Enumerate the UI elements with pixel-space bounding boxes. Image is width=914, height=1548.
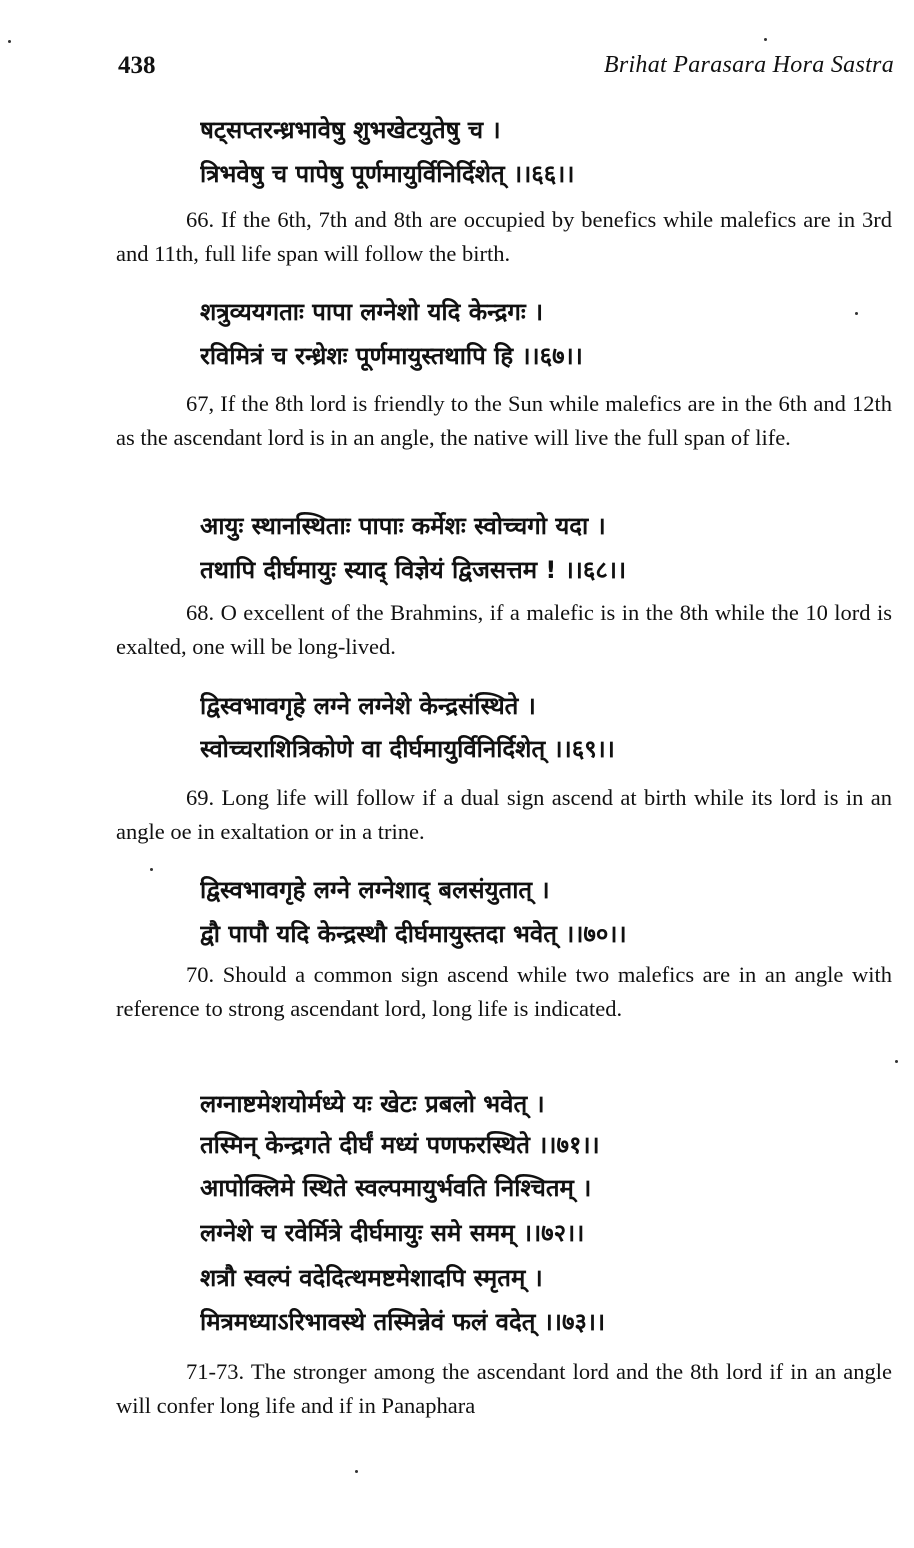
running-title: Brihat Parasara Hora Sastra xyxy=(603,52,894,78)
verse-line: त्रिभवेषु च पापेषु पूर्णमायुर्विनिर्दिशेत् ।।६६।। xyxy=(200,160,575,188)
verse-number: 67, xyxy=(186,391,215,416)
verse-line: लग्नाष्टमेशयोर्मध्ये यः खेटः प्रबलो भवेत् । xyxy=(200,1090,545,1118)
page-number: 438 xyxy=(118,52,156,79)
verse-line: लग्नेशे च रवेर्मित्रे दीर्घमायुः समे समम् ।।७२।। xyxy=(200,1219,585,1247)
scan-speck xyxy=(355,1470,358,1473)
scan-speck xyxy=(764,38,767,41)
verse-line: आयुः स्थानस्थिताः पापाः कर्मेशः स्वोच्चगो यदा । xyxy=(200,512,606,540)
translation-text: The stronger among the ascendant lord and the 8th lord if in an angle will confer long life and if in Panaphara xyxy=(116,1359,892,1418)
verse-line: मित्रमध्याऽरिभावस्थे तस्मिन्नेवं फलं वदेत् ।।७३।। xyxy=(200,1308,606,1336)
verse-number: 70. xyxy=(186,962,215,987)
verse-number: 66. xyxy=(186,207,215,232)
verse-line: द्विस्वभावगृहे लग्ने लग्नेशाद् बलसंयुतात् । xyxy=(200,876,550,904)
verse-line: द्विस्वभावगृहे लग्ने लग्नेशे केन्द्रसंस्थिते । xyxy=(200,692,536,720)
verse-line: स्वोच्चराशित्रिकोणे वा दीर्घमायुर्विनिर्दिशेत् ।।६९।। xyxy=(200,735,615,763)
verse-line: शत्रुव्ययगताः पापा लग्नेशो यदि केन्द्रगः । xyxy=(200,298,544,326)
verse-line: आपोक्लिमे स्थिते स्वल्पमायुर्भवति निश्चितम् । xyxy=(200,1174,592,1202)
verse-number: 68. xyxy=(186,600,215,625)
translation-text: If the 8th lord is friendly to the Sun while malefics are in the 6th and 12th as the ascendant lord is in an angle, the native will live the full span of life. xyxy=(116,391,892,450)
verse-line: रविमित्रं च रन्ध्रेशः पूर्णमायुस्तथापि हि ।।६७।। xyxy=(200,342,583,370)
translation-paragraph xyxy=(116,781,892,849)
translation-paragraph xyxy=(116,203,892,271)
verse-line: शत्रौ स्वल्पं वदेदित्थमष्टमेशादपि स्मृतम् । xyxy=(200,1264,543,1292)
translation-text: O excellent of the Brahmins, if a malefic is in the 8th while the 10 lord is exalted, one will be long-lived. xyxy=(116,600,892,659)
scan-speck xyxy=(895,1060,898,1063)
page-header xyxy=(118,52,894,86)
verse-line: षट्सप्तरन्ध्रभावेषु शुभखेटयुतेषु च । xyxy=(200,116,501,144)
verse-line: द्वौ पापौ यदि केन्द्रस्थौ दीर्घमायुस्तदा भवेत् ।।७०।। xyxy=(200,920,627,948)
translation-text: Long life will follow if a dual sign ascend at birth while its lord is in an angle oe in exaltation or in a trine. xyxy=(116,785,893,844)
verse-line: तथापि दीर्घमायुः स्याद् विज्ञेयं द्विजसत्तम ! ।।६८।। xyxy=(200,556,627,584)
scan-speck xyxy=(8,40,11,43)
translation-paragraph xyxy=(116,958,892,1026)
translation-text: Should a common sign ascend while two malefics are in an angle with reference to strong ascendant lord, long life is indicated. xyxy=(116,962,893,1021)
verse-line: तस्मिन् केन्द्रगते दीर्घं मध्यं पणफरस्थिते ।।७१।। xyxy=(200,1131,600,1159)
translation-paragraph xyxy=(116,596,892,664)
translation-paragraph xyxy=(116,387,892,455)
scan-speck xyxy=(150,868,153,871)
translation-text: If the 6th, 7th and 8th are occupied by benefics while malefics are in 3rd and 11th, full life span will follow the birth. xyxy=(116,207,893,266)
verse-number: 69. xyxy=(186,785,215,810)
translation-paragraph xyxy=(116,1355,892,1423)
scan-speck xyxy=(855,312,858,315)
verse-number: 71-73. xyxy=(186,1359,245,1384)
